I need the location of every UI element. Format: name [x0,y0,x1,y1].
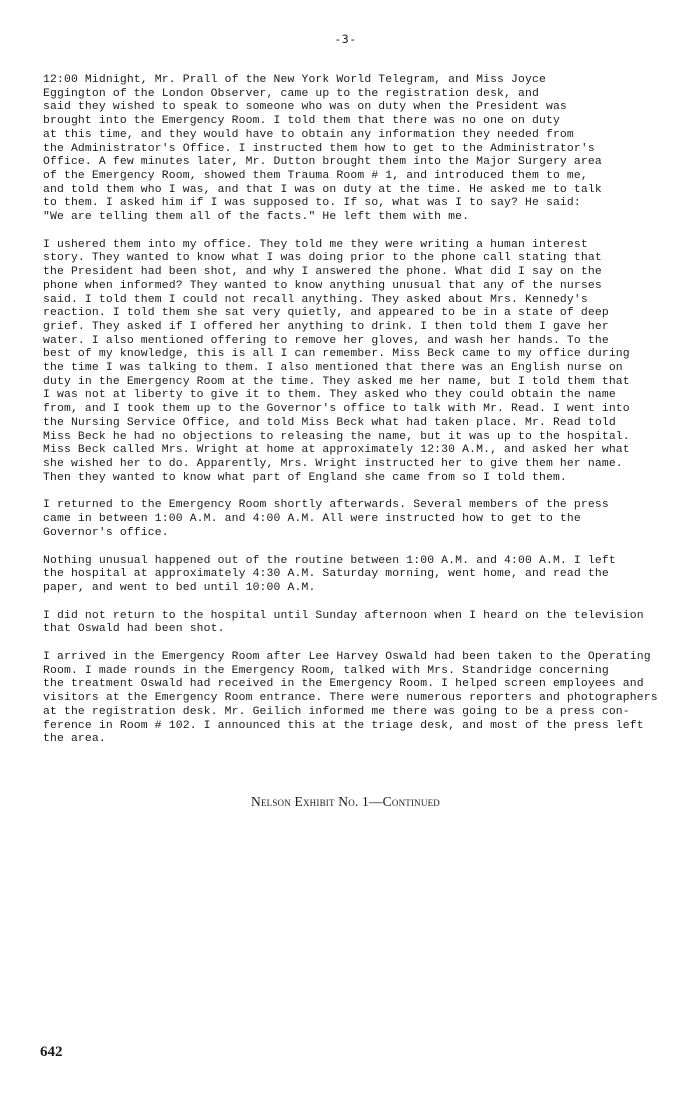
text-line: to them. I asked him if I was supposed to. If so, what was I to say? He said: [43,197,581,210]
text-line: I ushered them into my office. They told me they were writing a human interest [43,238,588,251]
text-line: reaction. I told them she sat very quietly, and appeared to be in a state of deep [43,307,609,320]
paragraph [43,74,675,225]
text-line: the Nursing Service Office, and told Miss Beck what had taken place. Mr. Read told [43,416,616,429]
text-line: brought into the Emergency Room. I told them that there was no one on duty [43,115,560,128]
text-line: paper, and went to bed until 10:00 A.M. [43,581,316,594]
text-line: I arrived in the Emergency Room after Lee Harvey Oswald had been taken to the Operating [43,651,651,664]
text-line: Nothing unusual happened out of the routine between 1:00 A.M. and 4:00 A.M. I left [43,554,616,567]
paragraph [43,499,675,540]
text-line: from, and I took them up to the Governor's office to talk with Mr. Read. I went into [43,403,630,416]
exhibit-caption-text: Nelson Exhibit No. 1—Continued [251,794,440,809]
text-line: I was not at liberty to give it to them. They asked who they could obtain the name [43,389,616,402]
text-line: the Administrator's Office. I instructed them how to get to the Administrator's [43,142,595,155]
text-line: at this time, and they would have to obtain any information they needed from [43,128,574,141]
text-line: the time I was talking to them. I also mentioned that there was an English nurse on [43,362,623,375]
text-line: Governor's office. [43,526,169,539]
text-line: the President had been shot, and why I answered the phone. What did I say on the [43,266,602,279]
text-line: best of my knowledge, this is all I can remember. Miss Beck came to my office during [43,348,630,361]
text-line: said. I told them I could not recall anything. They asked about Mrs. Kennedy's [43,293,588,306]
text-line: Miss Beck he had no objections to releasing the name, but it was up to the hospital. [43,430,630,443]
text-line: Room. I made rounds in the Emergency Room, talked with Mrs. Standridge concerning [43,664,609,677]
text-line: I did not return to the hospital until Sunday afternoon when I heard on the television [43,609,644,622]
text-line: Miss Beck called Mrs. Wright at home at approximately 12:30 A.M., and asked her what [43,444,630,457]
text-line: and told them who I was, and that I was on duty at the time. He asked me to talk [43,183,602,196]
paragraph [43,239,675,486]
text-line: Then they wanted to know what part of England she came from so I told them. [43,471,567,484]
exhibit-caption [0,794,691,810]
text-line: duty in the Emergency Room at the time. They asked me her name, but I told them that [43,375,630,388]
text-line: the treatment Oswald had received in the Emergency Room. I helped screen employees and [43,678,644,691]
text-line: Office. A few minutes later, Mr. Dutton brought them into the Major Surgery area [43,156,602,169]
text-line: Eggington of the London Observer, came up to the registration desk, and [43,87,539,100]
text-line: water. I also mentioned offering to remove her gloves, and wash her hands. To the [43,334,609,347]
page-folio: 642 [40,1044,63,1060]
paragraph [43,555,675,596]
text-line: 12:00 Midnight, Mr. Prall of the New York World Telegram, and Miss Joyce [43,74,546,86]
text-line: grief. They asked if I offered her anything to drink. I then told them I gave her [43,320,609,333]
text-line: I returned to the Emergency Room shortly afterwards. Several members of the press [43,499,609,512]
typescript-body [43,74,675,761]
text-line: came in between 1:00 A.M. and 4:00 A.M. All were instructed how to get to the [43,513,581,526]
text-line: of the Emergency Room, showed them Trauma Room # 1, and introduced them to me, [43,169,588,182]
text-line: ference in Room # 102. I announced this at the triage desk, and most of the press left [43,719,644,732]
paragraph [43,610,675,637]
text-line: "We are telling them all of the facts." He left them with me. [43,211,470,224]
text-line: she wished her to do. Apparently, Mrs. Wright instructed her to give them her name. [43,457,623,470]
text-line: the area. [43,733,106,746]
text-line: story. They wanted to know what I was doing prior to the phone call stating that [43,252,602,265]
paragraph [43,651,675,747]
page-header-number: -3- [334,32,357,46]
text-line: at the registration desk. Mr. Geilich informed me there was going to be a press con- [43,705,630,718]
text-line: the hospital at approximately 4:30 A.M. Saturday morning, went home, and read the [43,568,609,581]
text-line: that Oswald had been shot. [43,623,225,636]
text-line: said they wished to speak to someone who was on duty when the President was [43,101,567,114]
text-line: phone when informed? They wanted to know anything unusual that any of the nurses [43,279,602,292]
text-line: visitors at the Emergency Room entrance. There were numerous reporters and photographers [43,692,658,705]
